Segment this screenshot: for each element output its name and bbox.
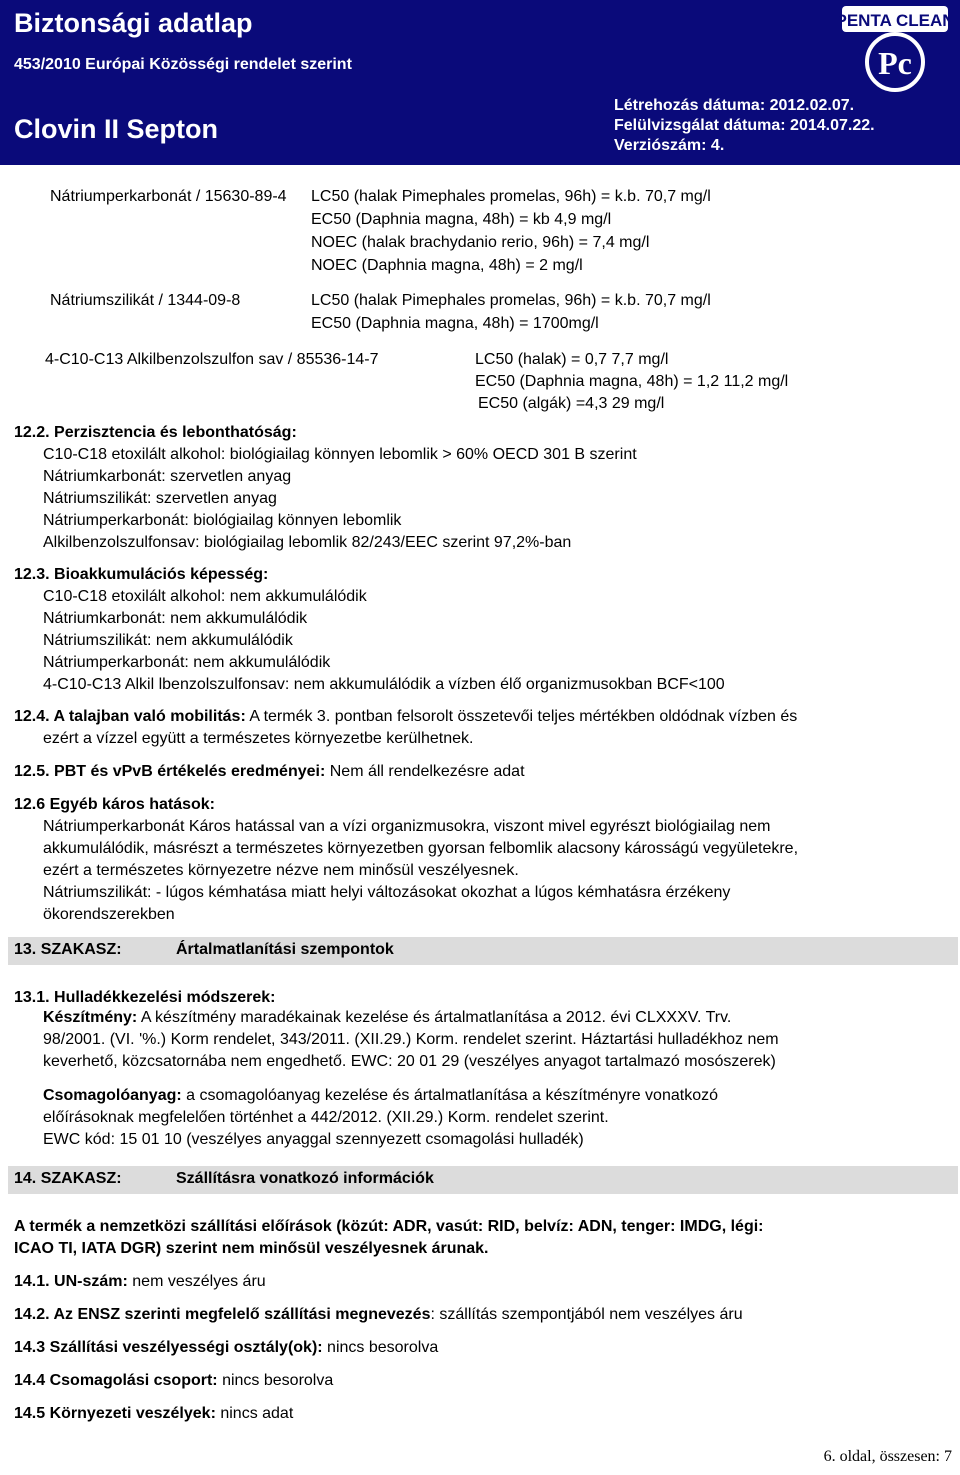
section-13-1-packaging-text: EWC kód: 15 01 10 (veszélyes anyaggal szennyezett csomagolási hulladék) (43, 1131, 584, 1148)
section-12-6-line: Nátriumperkarbonát Káros hatással van a vízi organizmusokra, viszont mivel egyrészt biológiailag nem (43, 818, 771, 835)
tox-line: EC50 (Daphnia magna, 48h) = 1700mg/l (311, 315, 599, 332)
section-12-6-heading: 12.6 Egyéb káros hatások: (14, 796, 215, 813)
section-12-2-line: C10-C18 etoxilált alkohol: biológiailag könnyen lebomlik > 60% OECD 301 B szerint (43, 446, 637, 463)
section-12-6-line: ökorendszerekben (43, 906, 175, 923)
section-13-band (8, 937, 958, 965)
section-14-item-value: : szállítás szempontjából nem veszélyes áru (430, 1306, 743, 1323)
section-12-3-heading: 12.3. Bioakkumulációs képesség: (14, 566, 269, 583)
version-number: Verziószám: 4. (614, 137, 725, 154)
section-13-1-product-text: A készítmény maradékainak kezelése és ártalmatlanítása a 2012. évi CLXXXV. Trv. (140, 1009, 732, 1026)
section-14-item (14, 1272, 266, 1292)
tox-alkil-name: 4-C10-C13 Alkilbenzolszulfon sav / 85536-14-7 (45, 351, 379, 368)
section-12-3-line: C10-C18 etoxilált alkohol: nem akkumulálódik (43, 588, 367, 605)
section-14-band (8, 1166, 958, 1194)
section-13-1-product-text: 98/2001. (VI. '%.) Korm rendelet, 343/2011. (XII.29.) Korm. rendelet szerint. Háztartási hulladékhoz nem (43, 1031, 779, 1048)
section-12-3-line: 4-C10-C13 Alkil lbenzolszulfonsav: nem akkumulálódik a vízben élő organizmusokban BCF<100 (43, 676, 725, 693)
product-name: Clovin II Septon (14, 114, 219, 144)
section-12-6-line: Nátriumszilikát: - lúgos kémhatása miatt helyi változásokat okozhat a lúgos kémhatásra érzékeny (43, 884, 731, 901)
section-14-item-value: nincs besorolva (322, 1339, 439, 1356)
section-14-item-label: 14.2. Az ENSZ szerinti megfelelő szállítási megnevezés (14, 1306, 431, 1323)
section-13-1-packaging-row (43, 1086, 718, 1106)
tox-line: NOEC (Daphnia magna, 48h) = 2 mg/l (311, 257, 583, 274)
document-header (0, 0, 960, 165)
reviewed-date: Felülvizsgálat dátuma: 2014.07.22. (614, 117, 875, 134)
tox-line: LC50 (halak Pimephales promelas, 96h) = k.b. 70,7 mg/l (311, 292, 711, 309)
section-13-title: Ártalmatlanítási szempontok (176, 941, 394, 958)
section-12-2-line: Nátriumkarbonát: szervetlen anyag (43, 468, 292, 485)
section-12-4-text: ezért a vízzel együtt a természetes környezetbe kerülhetnek. (43, 730, 474, 747)
section-12-2-heading: 12.2. Perzisztencia és lebonthatóság: (14, 424, 297, 441)
section-12-4-text: A termék 3. pontban felsorolt összetevői teljes mértékben oldódnak vízben és (249, 708, 798, 725)
section-14-item (14, 1371, 333, 1391)
section-14-title: Szállításra vonatkozó információk (176, 1170, 434, 1187)
section-12-4-row (14, 707, 797, 727)
section-12-5-text: Nem áll rendelkezésre adat (329, 763, 525, 780)
tox-line: LC50 (halak Pimephales promelas, 96h) = k.b. 70,7 mg/l (311, 188, 711, 205)
section-12-2-line: Nátriumszilikát: szervetlen anyag (43, 490, 277, 507)
section-13-1-packaging-label: Csomagolóanyag: (43, 1087, 182, 1104)
section-13-1-packaging-text: előírásoknak megfelelően történhet a 442/2012. (XII.29.) Korm. rendelet szerint. (43, 1109, 609, 1126)
section-14-item-label: 14.4 Csomagolási csoport: (14, 1372, 218, 1389)
tox-line: NOEC (halak brachydanio rerio, 96h) = 7,4 mg/l (311, 234, 650, 251)
document-title: Biztonsági adatlap (14, 8, 253, 38)
section-14-item-value: nincs adat (215, 1405, 294, 1422)
section-14-item-value: nem veszélyes áru (127, 1273, 266, 1290)
section-14-item (14, 1404, 293, 1424)
section-14-item (14, 1338, 438, 1358)
tox-szilikat-name: Nátriumszilikát / 1344-09-8 (50, 292, 241, 309)
regulation-reference: 453/2010 Európai Közösségi rendelet szerint (14, 56, 352, 73)
created-date: Létrehozás dátuma: 2012.02.07. (614, 97, 855, 114)
tox-line: EC50 (algák) =4,3 29 mg/l (478, 395, 665, 412)
section-13-1-heading: 13.1. Hulladékkezelési módszerek: (14, 989, 276, 1006)
section-12-6-line: ezért a természetes környezetre nézve nem minősül veszélyesnek. (43, 862, 519, 879)
section-14-item-label: 14.1. UN-szám: (14, 1273, 128, 1290)
section-13-1-product-row (43, 1008, 731, 1028)
section-12-3-line: Nátriumkarbonát: nem akkumulálódik (43, 610, 308, 627)
section-13-1-product-label: Készítmény: (43, 1009, 138, 1026)
svg-text:Pc: Pc (878, 45, 912, 81)
section-12-4-heading: 12.4. A talajban való mobilitás: (14, 708, 246, 725)
section-12-5-row (14, 762, 525, 782)
section-13-1-packaging-text: a csomagolóanyag kezelése és ártalmatlanítása a készítményre vonatkozó (186, 1087, 718, 1104)
section-14-item (14, 1305, 743, 1325)
section-14-intro: ICAO TI, IATA DGR) szerint nem minősül veszélyesnek árunak. (14, 1240, 489, 1257)
section-14-item-label: 14.3 Szállítási veszélyességi osztály(ok): (14, 1339, 323, 1356)
section-13-number: 13. SZAKASZ: (14, 941, 122, 958)
svg-text:PENTA CLEAN: PENTA CLEAN (836, 11, 954, 30)
section-12-3-line: Nátriumperkarbonát: nem akkumulálódik (43, 654, 331, 671)
tox-line: EC50 (Daphnia magna, 48h) = 1,2 11,2 mg/l (475, 373, 789, 390)
section-12-2-line: Nátriumperkarbonát: biológiailag könnyen lebomlik (43, 512, 402, 529)
document-dates (614, 96, 875, 156)
section-12-2-line: Alkilbenzolszulfonsav: biológiailag lebomlik 82/243/EEC szerint 97,2%-ban (43, 534, 572, 551)
section-12-6-line: akkumulálódik, másrészt a természetes környezetben gyorsan felbomlik alacsony károsságú vegyületekre, (43, 840, 799, 857)
section-14-item-label: 14.5 Környezeti veszélyek: (14, 1405, 216, 1422)
section-14-number: 14. SZAKASZ: (14, 1170, 122, 1187)
tox-line: LC50 (halak) = 0,7 7,7 mg/l (475, 351, 669, 368)
page-number: 6. oldal, összesen: 7 (823, 1448, 952, 1465)
tox-perkarbonat-name: Nátriumperkarbonát / 15630-89-4 (50, 188, 287, 205)
section-14-intro: A termék a nemzetközi szállítási előírások (közút: ADR, vasút: RID, belvíz: ADN, tenger: IMDG, légi: (14, 1218, 764, 1235)
tox-line: EC50 (Daphnia magna, 48h) = kb 4,9 mg/l (311, 211, 612, 228)
section-13-1-product-text: keverhető, közcsatornába nem engedhető. EWC: 20 01 29 (veszélyes anyagot tartalmazó mosószerek) (43, 1053, 776, 1070)
section-14-item-value: nincs besorolva (217, 1372, 334, 1389)
section-12-5-heading: 12.5. PBT és vPvB értékelés eredményei: (14, 763, 326, 780)
section-12-3-line: Nátriumszilikát: nem akkumulálódik (43, 632, 293, 649)
penta-clean-logo-icon (836, 2, 954, 94)
